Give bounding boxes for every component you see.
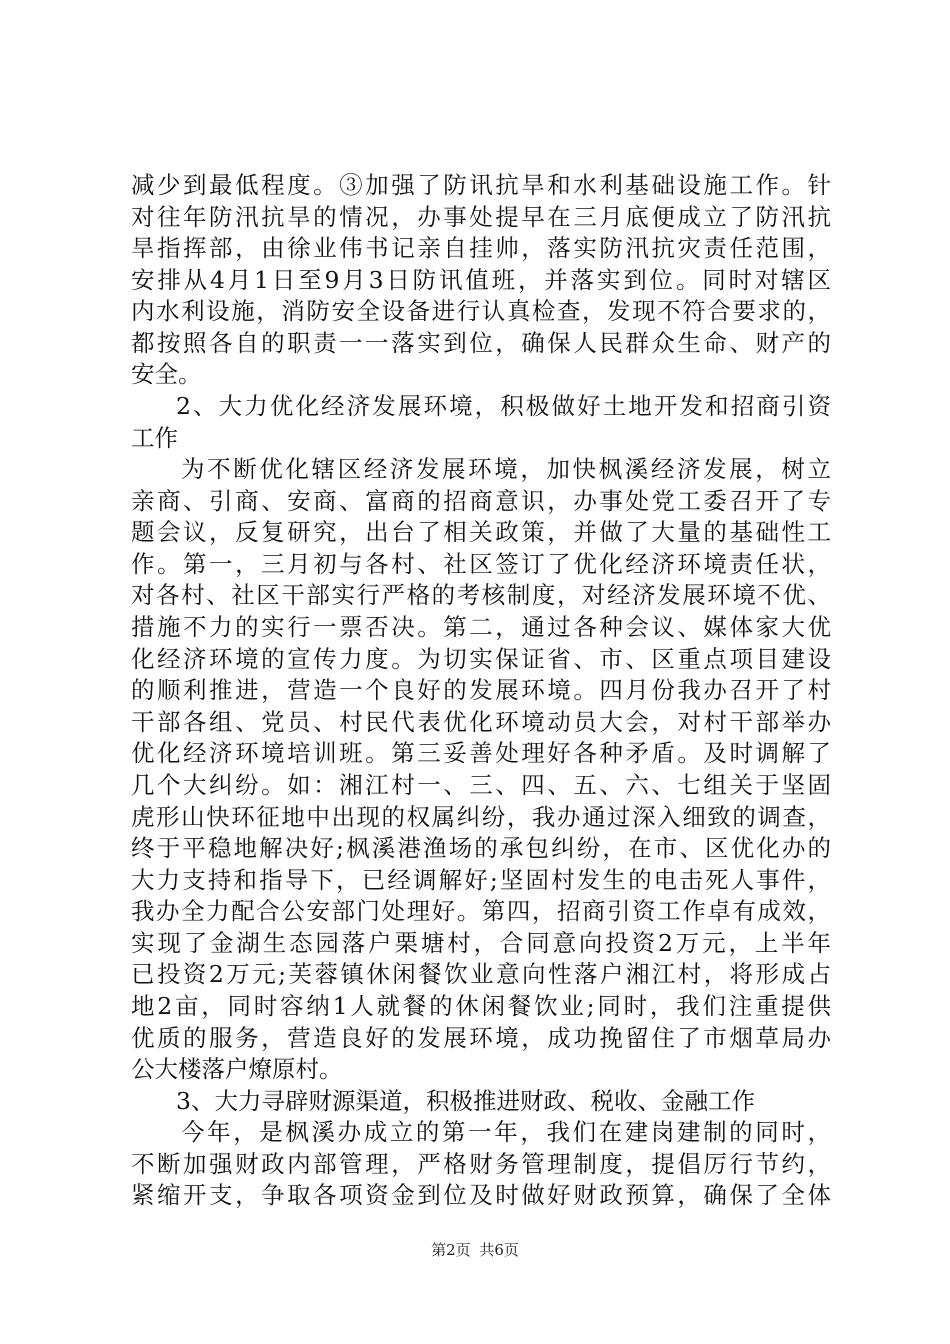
section-heading: 3、大力寻辟财源渠道，积极推进财政、税收、金融工作 — [176, 1087, 755, 1115]
paragraph-first-line: 今年，是枫溪办成立的第一年，我们在建岗建制的同时， — [181, 1118, 831, 1146]
text-line: 几个大纠纷。如：湘江村一、三、四、五、六、七组关于坚固 — [131, 771, 831, 799]
paragraph-first-line: 为不断优化辖区经济发展环境，加快枫溪经济发展，树立 — [181, 455, 831, 483]
text-line: 安排从4月1日至9月3日防讯值班，并落实到位。同时对辖区 — [131, 266, 831, 294]
text-line: 紧缩开支，争取各项资金到位及时做好财政预算，确保了全体 — [131, 1181, 831, 1209]
text-line: 旱指挥部，由徐业伟书记亲自挂帅，落实防汛抗灾责任范围， — [131, 234, 831, 262]
text-line: 干部各组、党员、村民代表优化环境动员大会，对村干部举办 — [131, 708, 831, 736]
page-footer — [0, 1240, 950, 1260]
text-line: 安全。 — [131, 360, 202, 388]
section-heading-continuation: 工作 — [131, 424, 178, 452]
text-line: 对往年防汛抗旱的情况，办事处提早在三月底便成立了防汛抗 — [131, 203, 831, 231]
text-line: 虎形山快环征地中出现的权属纠纷，我办通过深入细致的调查， — [131, 803, 831, 831]
text-line: 减少到最低程度。③加强了防讯抗旱和水利基础设施工作。针 — [131, 171, 831, 199]
text-line: 已投资2万元;芙蓉镇休闲餐饮业意向性落户湘江村，将形成占 — [131, 960, 831, 988]
text-line: 化经济环境的宣传力度。为切实保证省、市、区重点项目建设 — [131, 645, 831, 673]
text-line: 的顺利推进，营造一个良好的发展环境。四月份我办召开了村 — [131, 676, 831, 704]
text-line: 大力支持和指导下，已经调解好;坚固村发生的电击死人事件， — [131, 866, 831, 894]
section-heading: 2、大力优化经济发展环境，积极做好土地开发和招商引资 — [176, 392, 831, 420]
text-line: 终于平稳地解决好;枫溪港渔场的承包纠纷，在市、区优化办的 — [131, 834, 831, 862]
text-line: 都按照各自的职责一一落实到位，确保人民群众生命、财产的 — [131, 329, 831, 357]
text-line: 题会议，反复研究，出台了相关政策，并做了大量的基础性工 — [131, 518, 831, 546]
text-line: 实现了金湖生态园落户栗塘村，合同意向投资2万元，上半年 — [131, 929, 831, 957]
page-number: 第2页 — [431, 1241, 471, 1259]
text-line: 优质的服务，营造良好的发展环境，成功挽留住了市烟草局办 — [131, 1024, 831, 1052]
text-line: 优化经济环境培训班。第三妥善处理好各种矛盾。及时调解了 — [131, 739, 831, 767]
text-line: 对各村、社区干部实行严格的考核制度，对经济发展环境不优、 — [131, 581, 831, 609]
page-total: 共6页 — [479, 1241, 519, 1259]
text-line: 公大楼落户燎原村。 — [131, 1055, 343, 1083]
text-line: 亲商、引商、安商、富商的招商意识，办事处党工委召开了专 — [131, 487, 831, 515]
text-line: 内水利设施，消防安全设备进行认真检查，发现不符合要求的， — [131, 297, 831, 325]
text-line: 地2亩，同时容纳1人就餐的休闲餐饮业;同时，我们注重提供 — [131, 992, 831, 1020]
text-line: 措施不力的实行一票否决。第二，通过各种会议、媒体家大优 — [131, 613, 831, 641]
text-line: 作。第一，三月初与各村、社区签订了优化经济环境责任状， — [131, 550, 831, 578]
text-line: 我办全力配合公安部门处理好。第四，招商引资工作卓有成效， — [131, 897, 831, 925]
text-line: 不断加强财政内部管理，严格财务管理制度，提倡厉行节约， — [131, 1150, 831, 1178]
